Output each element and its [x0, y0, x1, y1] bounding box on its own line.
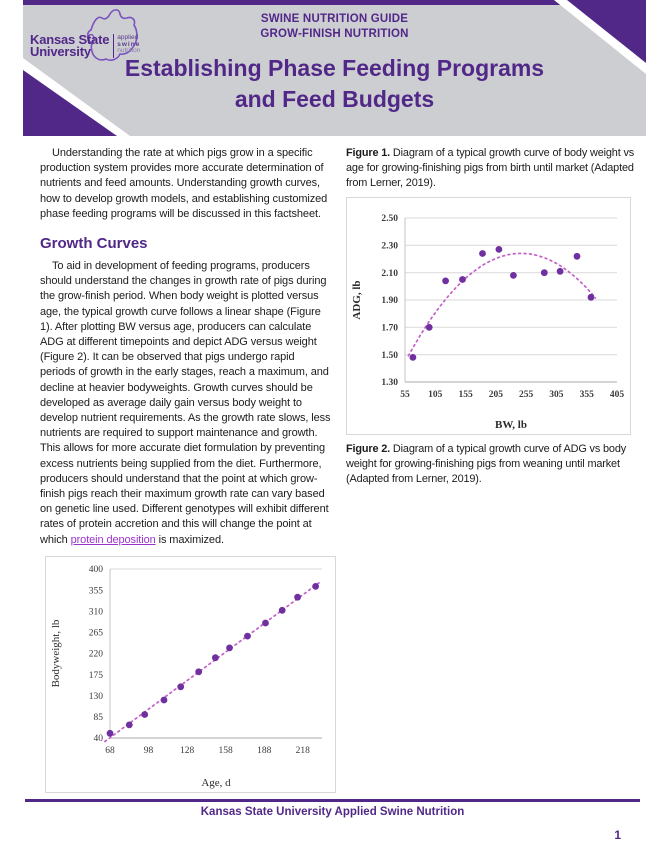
x-tick-label: 218 [295, 746, 310, 756]
figure2-caption [346, 442, 643, 487]
data-point [588, 294, 595, 301]
data-point [541, 269, 548, 276]
data-point [557, 268, 564, 275]
protein-deposition-link[interactable]: protein deposition [70, 533, 156, 546]
x-tick-label: 98 [143, 746, 154, 756]
university-name [30, 34, 109, 58]
header-top-strip [23, 0, 565, 5]
left-column [40, 146, 332, 548]
y-tick-label: 2.10 [381, 268, 398, 279]
data-point [161, 697, 168, 704]
trend-line [105, 582, 321, 742]
x-axis-label: BW, lb [494, 419, 528, 431]
series-kicker-line2: GROW-FINISH NUTRITION [260, 28, 409, 40]
logo-subtitle-line2: swine [117, 40, 141, 48]
y-tick-label: 310 [88, 607, 103, 618]
data-point [262, 620, 269, 627]
data-point [479, 250, 486, 257]
page-title-line2: and Feed Budgets [234, 86, 435, 112]
data-point [177, 683, 184, 690]
data-point [126, 722, 133, 729]
trend-line [408, 253, 595, 355]
ksu-applied-swine-nutrition-logo [30, 34, 140, 58]
adg-vs-bw-chart-frame [346, 197, 631, 435]
data-point [496, 246, 503, 253]
bodyweight-vs-age-chart [46, 557, 335, 792]
x-tick-label: 68 [105, 746, 115, 756]
figure1-caption-text: Diagram of a typical growth curve of body weight vs age for growing-finishing pigs from birth until market (Adapted from Lerner, 2019). [346, 147, 635, 189]
data-point [574, 253, 581, 260]
data-point [312, 583, 319, 590]
y-tick-label: 355 [88, 586, 103, 597]
growth-curves-paragraph [40, 259, 332, 548]
x-tick-label: 105 [428, 390, 443, 400]
y-tick-label: 1.50 [381, 350, 398, 361]
data-point [410, 354, 417, 361]
data-point [107, 730, 114, 737]
x-tick-label: 188 [257, 746, 272, 756]
data-point [442, 278, 449, 285]
y-tick-label: 130 [88, 691, 103, 702]
figure2-caption-text: Diagram of a typical growth curve of ADG vs body weight for growing-finishing pigs from weaning until market (Adapted from Lerner, 2019). [346, 443, 627, 485]
data-point [141, 711, 148, 718]
adg-vs-bw-chart [347, 198, 630, 434]
data-point [212, 654, 219, 661]
y-tick-label: 400 [88, 565, 103, 576]
right-column [346, 146, 643, 487]
footer-text: Kansas State University Applied Swine Nutrition [200, 806, 465, 818]
paragraph-text-after-link: is maximized. [155, 533, 224, 546]
intro-paragraph: Understanding the rate at which pigs grow in a specific production system provides more accurate determination of nutrients and feed amounts. Understanding growth curves, how to develop growth models, and establishing customized phase feeding programs will be discussed in this factsheet. [40, 147, 328, 220]
x-tick-label: 158 [218, 746, 233, 756]
y-tick-label: 265 [88, 628, 103, 639]
section-heading: Growth Curves [40, 235, 148, 253]
x-tick-label: 255 [518, 390, 534, 400]
university-name-line2: University [30, 44, 91, 59]
footer-rule [25, 799, 640, 802]
y-axis-label: Bodyweight, lb [50, 619, 62, 688]
y-tick-label: 40 [93, 734, 103, 745]
data-point [426, 324, 433, 331]
data-point [510, 272, 517, 279]
data-point [294, 594, 301, 601]
series-kicker-line1: SWINE NUTRITION GUIDE [260, 13, 409, 25]
x-tick-label: 55 [400, 390, 410, 400]
x-tick-label: 128 [179, 746, 195, 756]
x-tick-label: 205 [488, 390, 504, 400]
x-tick-label: 305 [549, 390, 564, 400]
bodyweight-vs-age-chart-frame [45, 556, 336, 793]
y-tick-label: 1.70 [381, 323, 398, 334]
figure1-caption-label: Figure 1. [346, 147, 391, 159]
x-axis-label: Age, d [201, 777, 231, 789]
data-point [279, 607, 286, 614]
y-tick-label: 2.30 [381, 241, 398, 252]
data-point [244, 633, 251, 640]
page-title-line1: Establishing Phase Feeding Programs [124, 55, 545, 81]
y-tick-label: 175 [88, 670, 103, 681]
y-tick-label: 220 [88, 649, 103, 660]
logo-subtitle-line3: nutrition [117, 47, 141, 54]
figure2-caption-label: Figure 2. [346, 443, 391, 455]
x-tick-label: 155 [458, 390, 473, 400]
logo-divider [113, 34, 114, 58]
data-point [459, 276, 466, 283]
x-tick-label: 355 [579, 390, 594, 400]
y-tick-label: 1.90 [381, 296, 398, 307]
paragraph-text-before-link: To aid in development of feeding programs, producers should understand the changes in growth rate of pigs during the grow-finish period. When body weight is plotted versus age, the typical growth curve follows a linear shape (Figure 1). After plotting BW versus age, producers can calculate ADG at different timepoints and depict ADG versus weight (Figure 2). It can be observed that pigs undergo rapid periods of growth in the early stages, reach a maximum, and decline at heavier bodyweights. Growth curves should be developed as average daily gain versus body weight to develop nutrient requirements. As the growth rate slows, less nutrients are required to support maintenance and growth. This allows for more accurate diet formulation by preventing excess nutrients being supplied from the diet. Furthermore, producers should understand that the point at which grow-finish pigs reach their maximum growth rate can vary based on genetic line used. Different genotypes will exhibit different rates of protein accretion and this will change the point at which [40, 260, 331, 546]
data-point [226, 645, 233, 652]
y-axis-label: ADG, lb [351, 280, 363, 320]
logo-subtitle-line1: applied [117, 34, 139, 41]
university-name-line1: Kansas State [30, 32, 110, 47]
figure1-caption [346, 146, 643, 191]
y-tick-label: 1.30 [381, 378, 398, 389]
page-number: 1 [614, 828, 621, 842]
y-tick-label: 85 [93, 713, 103, 724]
y-tick-label: 2.50 [381, 214, 398, 225]
data-point [195, 668, 202, 675]
logo-subtitle [117, 34, 140, 55]
header-banner [23, 0, 646, 136]
x-tick-label: 405 [609, 390, 625, 400]
